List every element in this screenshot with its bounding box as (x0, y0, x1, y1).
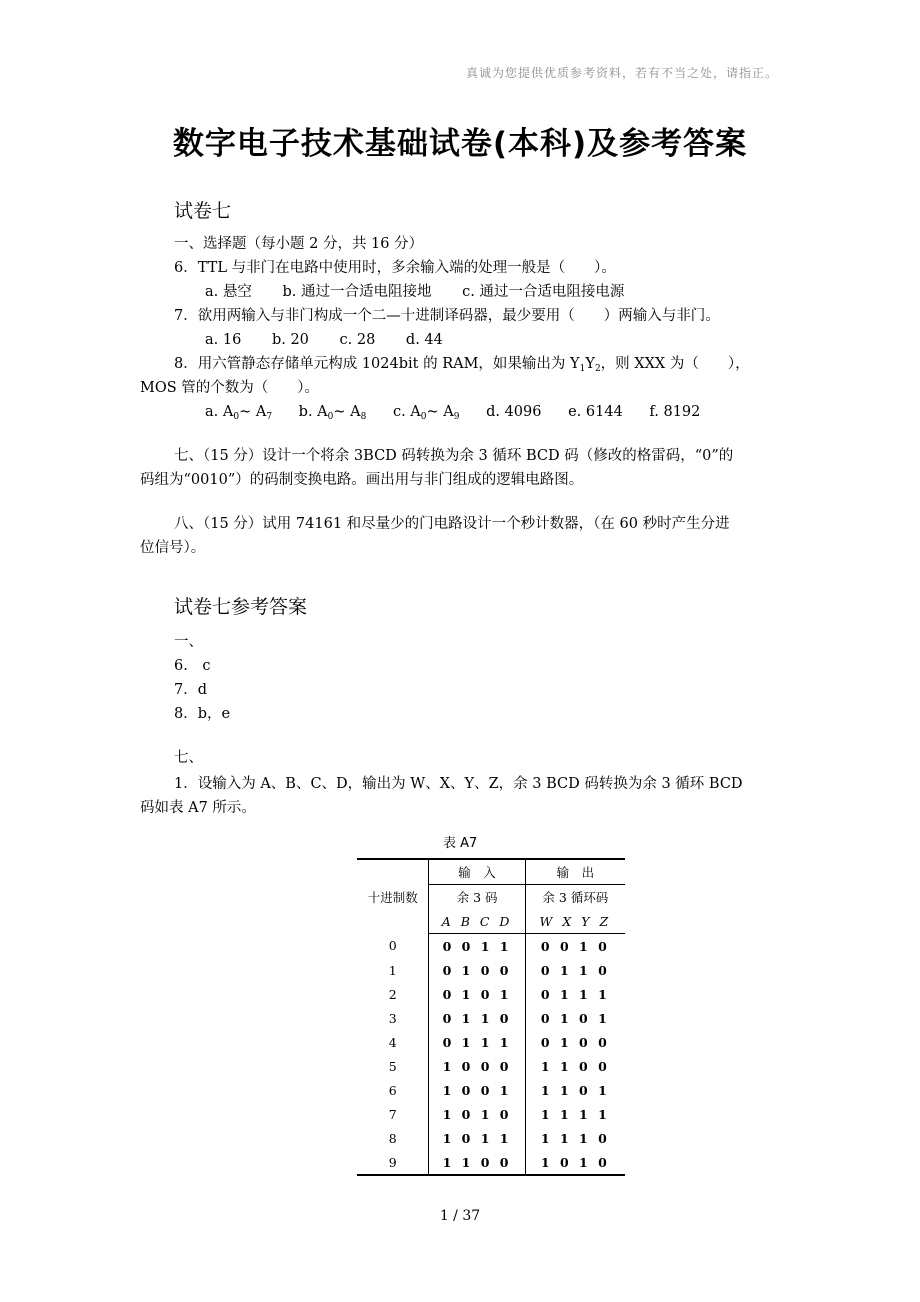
input-code-cell: 1 1 0 0 (429, 1150, 525, 1175)
decimal-cell: 0 (357, 934, 429, 959)
header-output-vars: W X Y Z (525, 909, 625, 934)
answer-8: 8．b，e (174, 706, 231, 722)
output-code-cell: 1 1 0 0 (540, 1058, 610, 1074)
decimal-cell: 7 (357, 1102, 429, 1126)
q6-option-b: b. 通过一合适电阻接地 (282, 284, 432, 300)
decimal-cell: 4 (357, 1030, 429, 1054)
answers-part1-label: 一、 (174, 634, 203, 650)
header-note: 真诚为您提供优质参考资料，若有不当之处，请指正。 (465, 66, 778, 80)
answers-part7-label: 七、 (174, 750, 203, 766)
decimal-cell: 8 (357, 1126, 429, 1150)
output-code-cell: 0 0 1 0 (540, 938, 610, 954)
decimal-cell: 1 (357, 958, 429, 982)
page-number: 1 / 37 (439, 1208, 481, 1224)
output-code-cell: 0 1 0 0 (540, 1034, 610, 1050)
input-code-cell: 0 1 1 1 (429, 1030, 525, 1054)
output-code-cell: 1 1 1 0 (540, 1130, 610, 1146)
table-row (357, 1030, 625, 1054)
input-code-cell: 1 0 0 0 (429, 1054, 525, 1078)
q7-option-c: c. 28 (339, 332, 376, 348)
q7-option-b: b. 20 (271, 332, 309, 348)
question-8: 8．用六管静态存储单元构成 1024bit 的 RAM，如果输出为 $Y_1Y_2$，则 XXX 为（ ）， (174, 356, 750, 374)
conversion-table (357, 858, 625, 1176)
q6-option-c: c. 通过一合适电阻接电源 (462, 284, 625, 300)
q7-option-d: d. 44 (405, 332, 443, 348)
output-code-cell: 1 0 1 0 (540, 1154, 610, 1170)
table-row (357, 1078, 625, 1102)
header-output: 输 出 (525, 859, 625, 885)
table-row (357, 934, 625, 959)
answers-heading: 试卷七参考答案 (174, 596, 308, 618)
decimal-cell: 3 (357, 1006, 429, 1030)
table-row (357, 958, 625, 982)
output-code-cell: 1 1 0 1 (540, 1082, 610, 1098)
input-code-cell: 0 1 1 0 (429, 1006, 525, 1030)
q8-option-a: a. $A_0\sim$ $A_7$ (205, 404, 273, 422)
section8-line1: 八、（15 分）试用 74161 和尽量少的门电路设计一个秒计数器，（在 60 秒时产生分进 (174, 516, 730, 532)
decimal-cell: 5 (357, 1054, 429, 1078)
answers-part7-line1: 1．设输入为 A、B、C、D，输出为 W、X、Y、Z，余 3 BCD 码转换为余 3 循环 BCD (174, 776, 743, 792)
q8-option-f: f. 8192 (649, 404, 701, 420)
question-7: 7．欲用两输入与非门构成一个二—十进制译码器，最少要用（ ）两输入与非门。 (174, 308, 720, 324)
question-8-line2: MOS 管的个数为（ ）。 (140, 380, 320, 396)
table-row (357, 1054, 625, 1078)
q8-option-c: c. $A_0\sim$ $A_9$ (392, 404, 460, 422)
answer-7: 7．d (174, 682, 208, 698)
decimal-cell: 6 (357, 1078, 429, 1102)
question-6-options (205, 280, 624, 304)
input-code-cell: 1 0 0 1 (429, 1078, 525, 1102)
table-row (357, 1126, 625, 1150)
section8-line2: 位信号）。 (140, 540, 206, 556)
section7-line2: 码组为“0010”）的码制变换电路。画出用与非门组成的逻辑电路图。 (140, 472, 584, 488)
document-title: 数字电子技术基础试卷(本科)及参考答案 (172, 126, 748, 162)
q7-option-a: a. 16 (205, 332, 242, 348)
header-input-vars: A B C D (429, 909, 525, 934)
table-row (357, 1150, 625, 1175)
header-input-sub: 余 3 码 (429, 885, 525, 910)
output-code-cell: 0 1 1 0 (540, 962, 610, 978)
section7-line1: 七、（15 分）设计一个将余 3BCD 码转换为余 3 循环 BCD 码（修改的格雷码，“0”的 (174, 448, 734, 464)
input-code-cell: 0 0 1 1 (429, 934, 525, 959)
table-caption: 表 A7 (443, 836, 478, 851)
input-code-cell: 0 1 0 0 (429, 958, 525, 982)
decimal-cell: 9 (357, 1150, 429, 1175)
question-6: 6．TTL 与非门在电路中使用时，多余输入端的处理一般是（ ）。 (174, 260, 616, 276)
table-row (357, 982, 625, 1006)
question-7-options (205, 328, 443, 352)
input-code-cell: 1 0 1 1 (429, 1126, 525, 1150)
q6-option-a: a. 悬空 (205, 284, 252, 300)
q8-option-b: b. $A_0\sim$ $A_8$ (298, 404, 367, 422)
answer-6: 6. c (174, 658, 211, 674)
q8-option-d: d. 4096 (486, 404, 542, 420)
table-row (357, 1006, 625, 1030)
header-decimal: 十进制数 (357, 859, 429, 934)
header-input: 输 入 (429, 859, 525, 885)
output-code-cell: 0 1 0 1 (540, 1010, 610, 1026)
answers-part7-line2: 码如表 A7 所示。 (140, 800, 256, 816)
decimal-cell: 2 (357, 982, 429, 1006)
question-8-options (205, 400, 700, 429)
output-code-cell: 1 1 1 1 (540, 1106, 610, 1122)
exam-heading: 试卷七 (174, 200, 232, 222)
input-code-cell: 0 1 0 1 (429, 982, 525, 1006)
section1-title: 一、选择题（每小题 2 分，共 16 分） (174, 236, 424, 252)
table-row (357, 1102, 625, 1126)
q8-option-e: e. 6144 (568, 404, 623, 420)
output-code-cell: 0 1 1 1 (540, 986, 610, 1002)
header-output-sub: 余 3 循环码 (542, 890, 609, 905)
input-code-cell: 1 0 1 0 (429, 1102, 525, 1126)
